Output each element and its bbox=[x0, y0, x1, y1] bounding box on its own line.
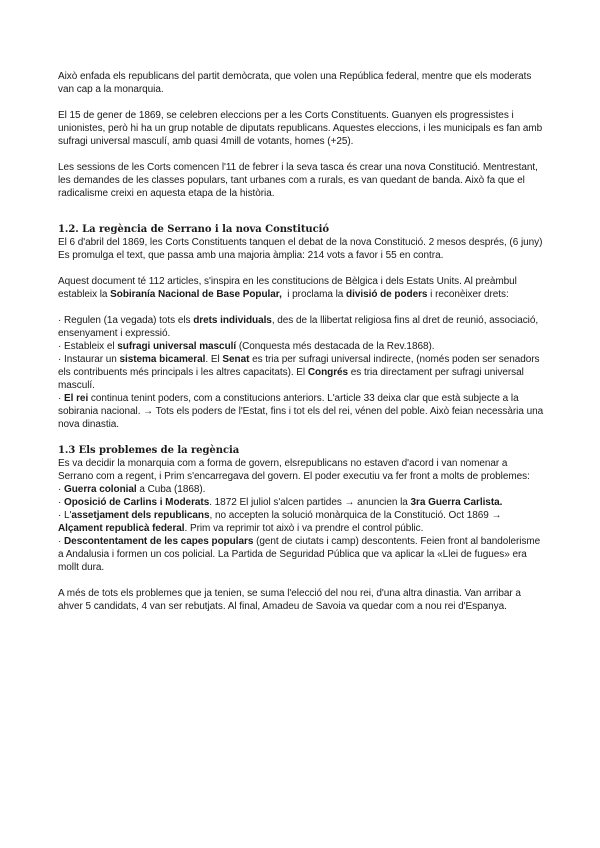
list-item: · El rei continua tenint poders, com a constitucions anteriors. L'article 33 deixa clar que està subjecte a la sobirania nacional. → Tots els poders de l'Estat, fins i tot els del rei, vénen del poble. Això feian necessària una nova dinastia. bbox=[58, 393, 544, 430]
paragraph: Això enfada els republicans del partit demòcrata, que volen una República federal, mentre que els moderats van cap a la monarquia. bbox=[58, 71, 532, 95]
list-item: · Estableix el sufragi universal masculí (Conquesta més destacada de la Rev.1868). bbox=[58, 341, 435, 352]
paragraph: El 15 de gener de 1869, se celebren eleccions per a les Corts Constituents. Guanyen els progressistes i unionistes, però hi ha un grup notable de diputats republicans. Aquestes eleccions, i les municipals es fan amb sufragi universal masculí, amb quasi 4mill de votants, homes (+25). bbox=[58, 110, 543, 147]
paragraph: Aquest document té 112 articles, s'inspira en les constitucions de Bèlgica i dels Estats Units. Al preàmbul estableix la Sobiranía Nacional de Base Popular, i proclama la divisió de poders i reconèixer drets: bbox=[58, 276, 517, 300]
paragraph: Es va decidir la monarquia com a forma de govern, elsrepublicans no estaven d'acord i van nomenar a Serrano com a regent, i Prim s'encarregava del govern. El poder executiu va fer front a molts de problemes: bbox=[58, 458, 530, 482]
paragraph: A més de tots els problemes que ja tenien, se suma l'elecció del nou rei, d'una altra dinastia. Van arribar a ahver 5 candidats, 4 van ser rebutjats. Al final, Amadeu de Savoia va quedar com a nou rei d'Espanya. bbox=[58, 588, 521, 612]
list-item: · Instaurar un sistema bicameral. El Senat es tria per sufragi universal indirecte, (només poden ser senadors els contribuents més principals i les altres capacitats). El Congrés es tria directament per sufragi universal masculí. bbox=[58, 354, 540, 391]
list-item: · L'assetjament dels republicans, no accepten la solució monàrquica de la Constitució. Oct 1869 → Alçament republicà federal. Prim va reprimir tot això i va prendre el control públic. bbox=[58, 510, 502, 534]
paragraph: Les sessions de les Corts comencen l'11 de febrer i la seva tasca és crear una nova Constitució. Mentrestant, les demandes de les classes populars, tant urbanes com a rurals, es van quedant de banda. Això fa que el radicalisme creixi en aquesta etapa de la història. bbox=[58, 162, 538, 199]
bold-term: divisió de poders bbox=[346, 289, 428, 300]
document-body bbox=[58, 70, 544, 613]
section-heading: 1.3 Els problemes de la regència bbox=[58, 445, 240, 456]
paragraph: El 6 d'abril del 1869, les Corts Constituents tanquen el debat de la nova Constitució. 2 mesos després, (6 juny) Es promulga el text, que passa amb una majoria àmplia: 214 vots a favor i 55 en contra. bbox=[58, 237, 543, 261]
section-heading: 1.2. La regència de Serrano i la nova Constitució bbox=[58, 224, 330, 235]
list-item: · Regulen (1a vegada) tots els drets individuals, des de la llibertat religiosa fins al dret de reunió, associació, ensenyament i expressió. bbox=[58, 315, 539, 339]
list-item: · Guerra colonial a Cuba (1868). bbox=[58, 484, 206, 495]
bold-term: Sobiranía Nacional de Base Popular, bbox=[110, 289, 282, 300]
list-item: · Descontentament de les capes populars (gent de ciutats i camp) descontents. Feien front al bandolerisme a Andalusia i formen un cos policial. La Partida de Seguridad Pública que va aplicar la «Llei de fugues» era mollt dura. bbox=[58, 536, 541, 573]
list-item: · Oposició de Carlins i Moderats. 1872 El juliol s'alcen partides → anuncien la 3ra Guerra Carlista. bbox=[58, 497, 503, 508]
